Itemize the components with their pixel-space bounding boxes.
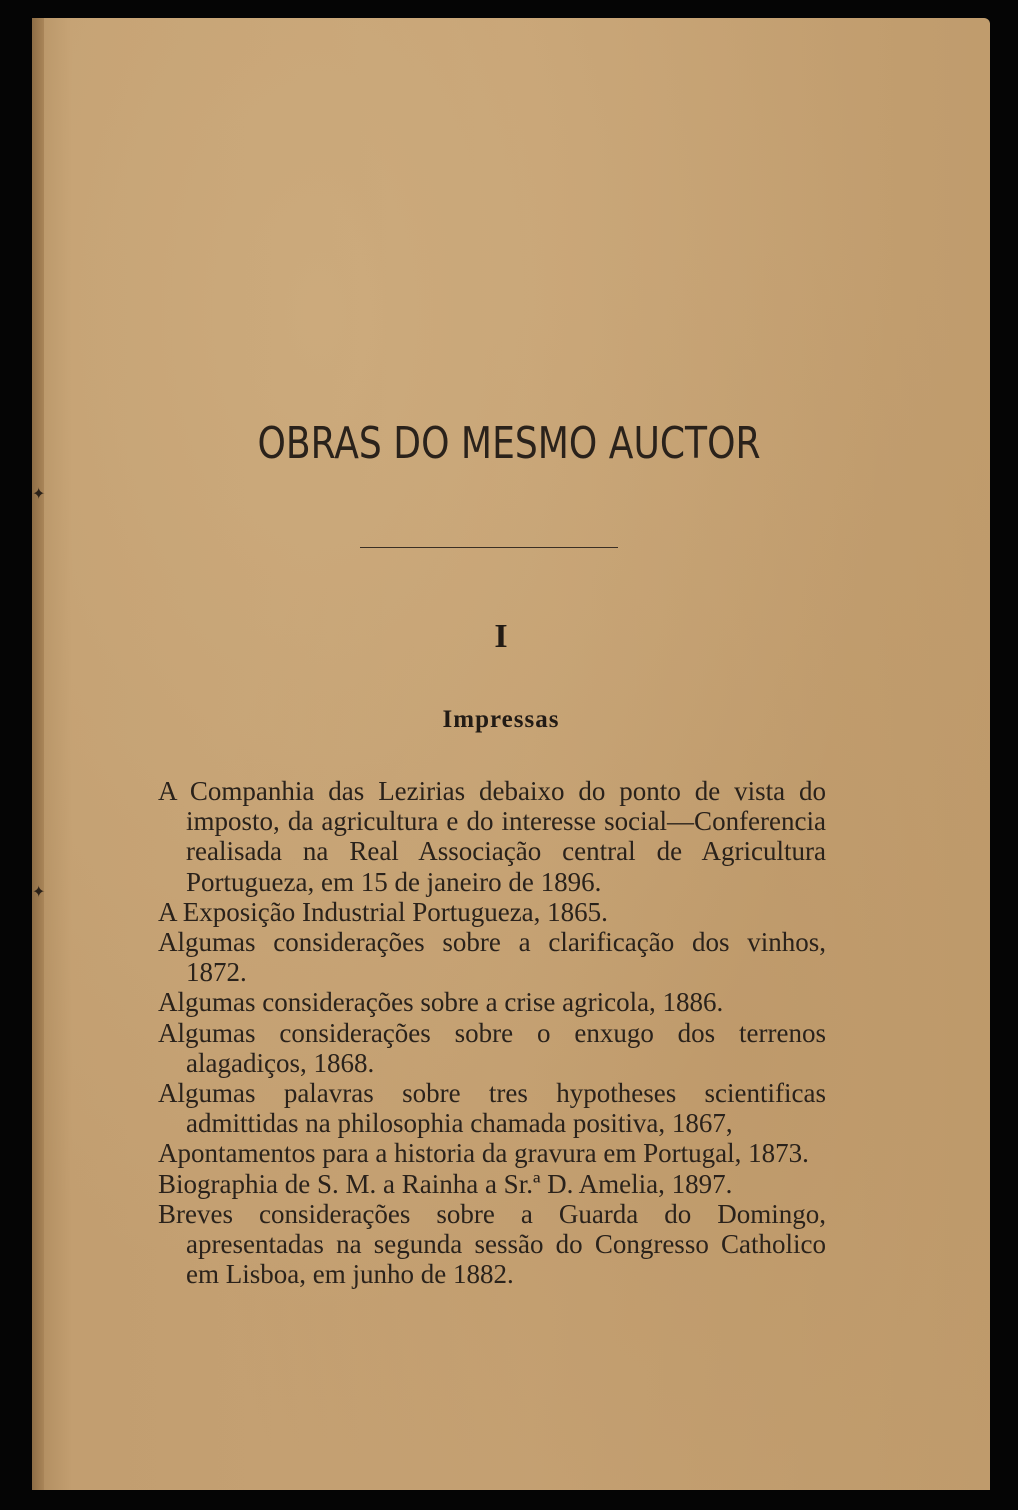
- bibliography-entry: A Companhia das Lezirias debaixo do ponto de vista do imposto, da agricultura e do interesse social—Conferencia realisada na Real Associação central de Agricultura Portugueza, em 15 de janeiro de 1896.: [158, 776, 826, 897]
- bibliography-entry: Apontamentos para a historia da gravura em Portugal, 1873.: [158, 1138, 809, 1169]
- bibliography-entry: Algumas considerações sobre a clarificação dos vinhos, 1872.: [158, 927, 826, 988]
- section-heading: Impressas: [442, 706, 560, 733]
- page-title: OBRAS DO MESMO AUCTOR: [257, 418, 761, 469]
- bibliography-list: [158, 776, 826, 1289]
- section-number: I: [494, 618, 508, 655]
- bibliography-entry: Biographia de S. M. a Rainha a Sr.ª D. Amelia, 1897.: [158, 1168, 733, 1199]
- bibliography-entry: Algumas palavras sobre tres hypotheses scientificas admittidas na philosophia chamada positiva, 1867,: [158, 1078, 826, 1139]
- margin-mark: ✦: [32, 484, 46, 503]
- bibliography-entry: Breves considerações sobre a Guarda do Domingo, apresentadas na segunda sessão do Congresso Catholico em Lisboa, em junho de 1882.: [158, 1198, 826, 1290]
- book-page: [32, 18, 990, 1490]
- title-divider: [360, 547, 618, 548]
- page-spine-edge: [32, 18, 44, 1490]
- bibliography-entry: Algumas considerações sobre a crise agricola, 1886.: [158, 987, 724, 1018]
- bibliography-entry: A Exposição Industrial Portugueza, 1865.: [158, 896, 608, 927]
- bibliography-entry: Algumas considerações sobre o enxugo dos terrenos alagadiços, 1868.: [158, 1017, 826, 1078]
- margin-mark: ✦: [32, 882, 46, 901]
